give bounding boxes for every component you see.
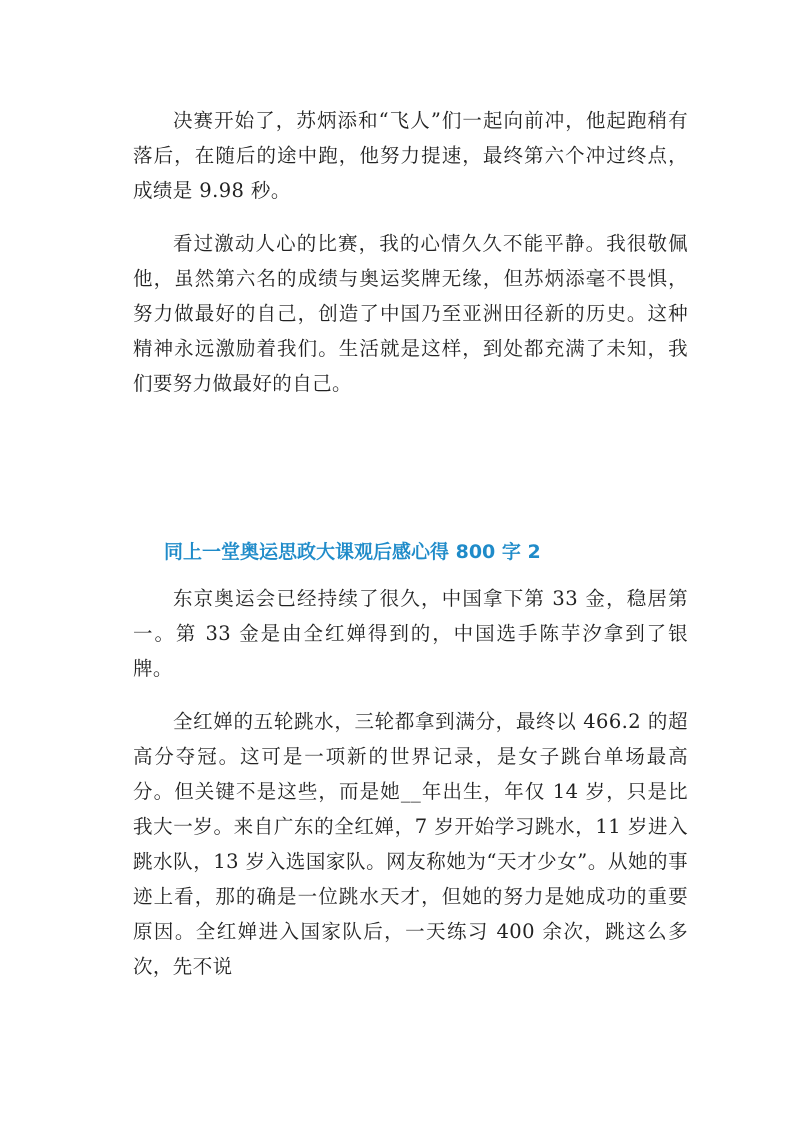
paragraph-reflection: 看过激动人心的比赛，我的心情久久不能平静。我很敬佩他，虽然第六名的成绩与奥运奖牌无缘，但苏炳添毫不畏惧，努力做最好的自己，创造了中国乃至亚洲田径新的历史。这种精神永远激励着我们。生活就是这样，到处都充满了未知，我们要努力做最好的自己。 [133, 232, 688, 395]
paragraph-tokyo-olympics: 东京奥运会已经持续了很久，中国拿下第 33 金，稳居第一。第 33 金是由全红婵得到的，中国选手陈芋汐拿到了银牌。 [133, 587, 688, 680]
heading-spacer [133, 570, 688, 581]
paragraph-quan-hongchan: 全红婵的五轮跳水，三轮都拿到满分，最终以 466.2 的超高分夺冠。这可是一项新的世界记录，是女子跳台单场最高分。但关键不是这些，而是她__年出生，年仅 14 岁，只是比我大一岁。来自广东的全红婵，7 岁开始学习跳水，11 岁进入跳水队，13 岁入选国家队。网友称她为“天才少女”。从她的事迹上看，那的确是一位跳水天才，但她的努力是她成功的重要原因。全红婵进入国家队后，一天练习 400 余次，跳这么多次，先不说 [133, 710, 688, 978]
paragraph-race-final: 决赛开始了，苏炳添和“飞人”们一起向前冲，他起跑稍有落后，在随后的途中跑，他努力提速，最终第六个冲过终点，成绩是 9.98 秒。 [133, 109, 688, 202]
section-heading: 同上一堂奥运思政大课观后感心得 800 字 2 [164, 541, 541, 563]
section-spacer [133, 419, 688, 535]
document-page [133, 103, 688, 1002]
